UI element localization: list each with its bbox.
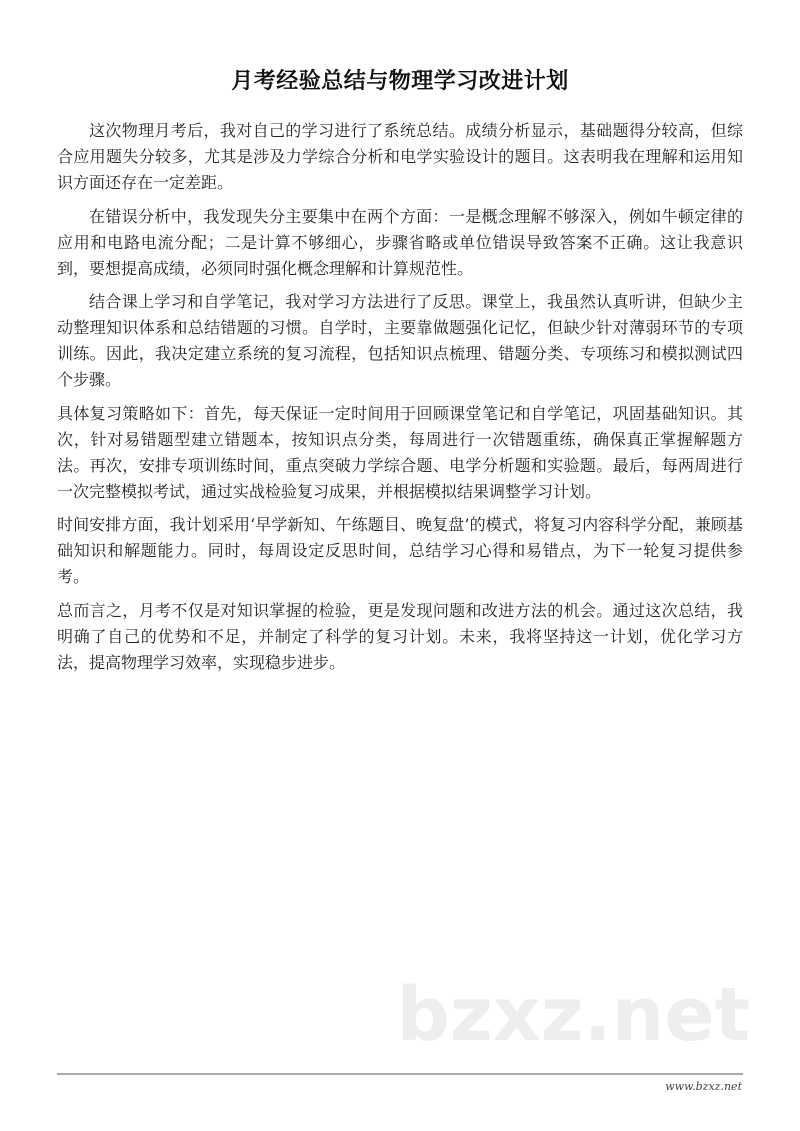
paragraph-1: 这次物理月考后，我对自己的学习进行了系统总结。成绩分析显示，基础题得分较高，但综合应用题失分较多，尤其是涉及力学综合分析和电学实验设计的题目。这表明我在理解和运用知识方面还存在一定差距。 xyxy=(57,121,743,192)
paragraph-3: 结合课上学习和自学笔记，我对学习方法进行了反思。课堂上，我虽然认真听讲，但缺少主动整理知识体系和总结错题的习惯。自学时，主要靠做题强化记忆，但缺少针对薄弱环节的专项训练。因此，我决定建立系统的复习流程，包括知识点梳理、错题分类、专项练习和模拟测试四个步骤。 xyxy=(57,292,743,389)
document-title: 月考经验总结与物理学习改进计划 xyxy=(231,69,569,94)
paragraph-4: 具体复习策略如下：首先，每天保证一定时间用于回顾课堂笔记和自学笔记，巩固基础知识。其次，针对易错题型建立错题本，按知识点分类，每周进行一次错题重练，确保真正掌握解题方法。再次，安排专项训练时间，重点突破力学综合题、电学分析题和实验题。最后，每两周进行一次完整模拟考试，通过实战检验复习成果，并根据模拟结果调整学习计划。 xyxy=(57,403,743,501)
watermark: bzxz.net xyxy=(396,972,750,1058)
paragraph-2: 在错误分析中，我发现失分主要集中在两个方面：一是概念理解不够深入，例如牛顿定律的应用和电路电流分配；二是计算不够细心，步骤省略或单位错误导致答案不正确。这让我意识到，要想提高成绩，必须同时强化概念理解和计算规范性。 xyxy=(57,206,743,278)
paragraph-6: 总而言之，月考不仅是对知识掌握的检验，更是发现问题和改进方法的机会。通过这次总结，我明确了自己的优势和不足，并制定了科学的复习计划。未来，我将坚持这一计划，优化学习方法，提高物理学习效率，实现稳步进步。 xyxy=(57,600,743,672)
document-body xyxy=(57,118,743,683)
paragraph-5: 时间安排方面，我计划采用‘早学新知、午练题目、晚复盘’的模式，将复习内容科学分配，兼顾基础知识和解题能力。同时，每周设定反思时间，总结学习心得和易错点，为下一轮复习提供参考。 xyxy=(57,515,743,586)
footer-divider xyxy=(57,1073,743,1075)
footer-site-link[interactable]: www.bzxz.net xyxy=(665,1080,742,1093)
